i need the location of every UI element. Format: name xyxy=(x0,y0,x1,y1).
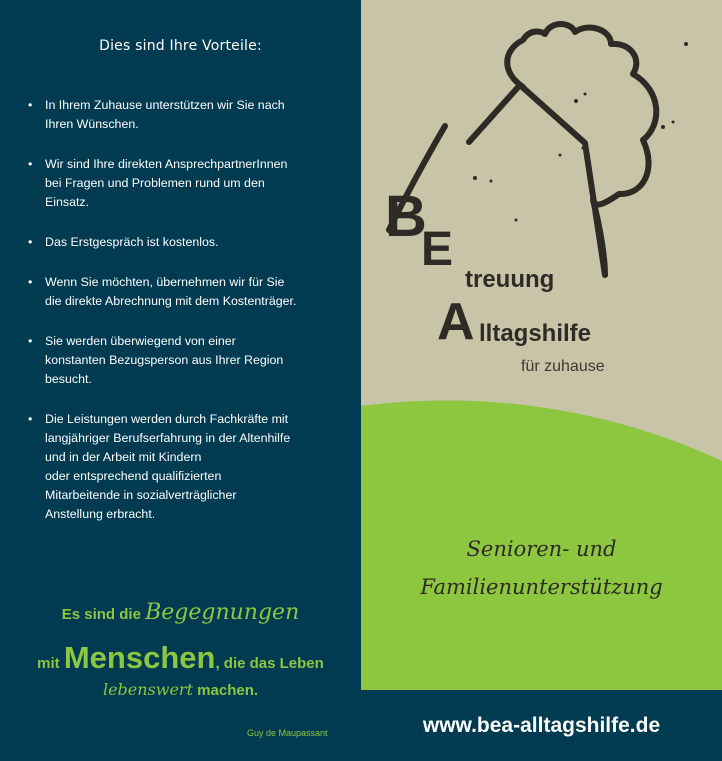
quote-text: Es sind die xyxy=(61,606,146,623)
tagline-line-1: Senioren- und xyxy=(466,537,617,561)
benefit-item xyxy=(28,155,348,212)
logo-word-lltagshilfe: lltagshilfe xyxy=(479,320,592,347)
logo-letter-e: E xyxy=(421,223,454,276)
benefit-text-line: Wenn Sie möchten, übernehmen wir für Sie xyxy=(45,275,285,289)
bullet-icon: • xyxy=(28,235,33,249)
benefits-title: Dies sind Ihre Vorteile: xyxy=(99,38,262,54)
benefit-text-line: Einsatz. xyxy=(45,195,90,209)
benefits-list xyxy=(28,96,348,545)
benefit-text-line: konstanten Bezugsperson aus Ihrer Region xyxy=(45,353,284,367)
benefit-text-line: Ihren Wünschen. xyxy=(45,117,139,131)
benefit-text-line: In Ihrem Zuhause unterstützen wir Sie nach xyxy=(45,98,285,112)
benefit-item xyxy=(28,410,348,524)
right-panel xyxy=(361,0,722,761)
benefit-text-line: Das Erstgespräch ist kostenlos. xyxy=(45,235,219,249)
bullet-icon: • xyxy=(28,98,33,112)
benefit-item xyxy=(28,233,348,252)
benefit-text-line: langjähriger Berufserfahrung in der Altenhilfe xyxy=(45,431,291,445)
benefit-text-line: die direkte Abrechnung mit dem Kostenträger. xyxy=(45,294,297,308)
quote-word-lebenswert: lebenswert xyxy=(102,680,194,699)
quote-line-3 xyxy=(0,680,361,699)
quote-line-1 xyxy=(0,600,361,625)
quote-line-2 xyxy=(0,640,361,676)
logo-subtitle: für zuhause xyxy=(521,358,605,375)
logo-letter-a: A xyxy=(437,293,475,351)
benefit-text-line: besucht. xyxy=(45,372,92,386)
bullet-icon: • xyxy=(28,334,33,348)
tagline-line-2: Familienunterstützung xyxy=(420,575,663,599)
bullet-icon: • xyxy=(28,157,33,171)
benefit-text-line: bei Fragen und Problemen rund um den xyxy=(45,176,265,190)
quote-author: Guy de Maupassant xyxy=(247,728,328,738)
benefit-text-line: Anstellung erbracht. xyxy=(45,507,156,521)
benefit-item xyxy=(28,332,348,389)
quote-text: , die das Leben xyxy=(215,655,324,672)
benefit-text-line: oder entsprechend qualifizierten xyxy=(45,469,222,483)
benefit-item xyxy=(28,96,348,134)
benefit-text-line: Sie werden überwiegend von einer xyxy=(45,334,236,348)
bullet-icon: • xyxy=(28,275,33,289)
quote-text: mit xyxy=(37,655,64,672)
quote-word-menschen: Menschen xyxy=(63,640,216,675)
logo-word-treuung: treuung xyxy=(465,266,555,293)
benefit-text-line: Wir sind Ihre direkten AnsprechpartnerInnen xyxy=(45,157,288,171)
benefit-item xyxy=(28,273,348,311)
quote-word-begegnungen: Begegnungen xyxy=(145,600,300,625)
quote-text: machen. xyxy=(193,682,259,699)
benefit-text-line: Die Leistungen werden durch Fachkräfte mit xyxy=(45,412,289,426)
bullet-icon: • xyxy=(28,412,33,426)
benefit-text-line: Mitarbeitende in sozialverträglicher xyxy=(45,488,237,502)
logo-letter-b: B xyxy=(385,184,427,249)
benefit-text-line: und in der Arbeit mit Kindern xyxy=(45,450,202,464)
website-url: www.bea-alltagshilfe.de xyxy=(422,714,661,737)
